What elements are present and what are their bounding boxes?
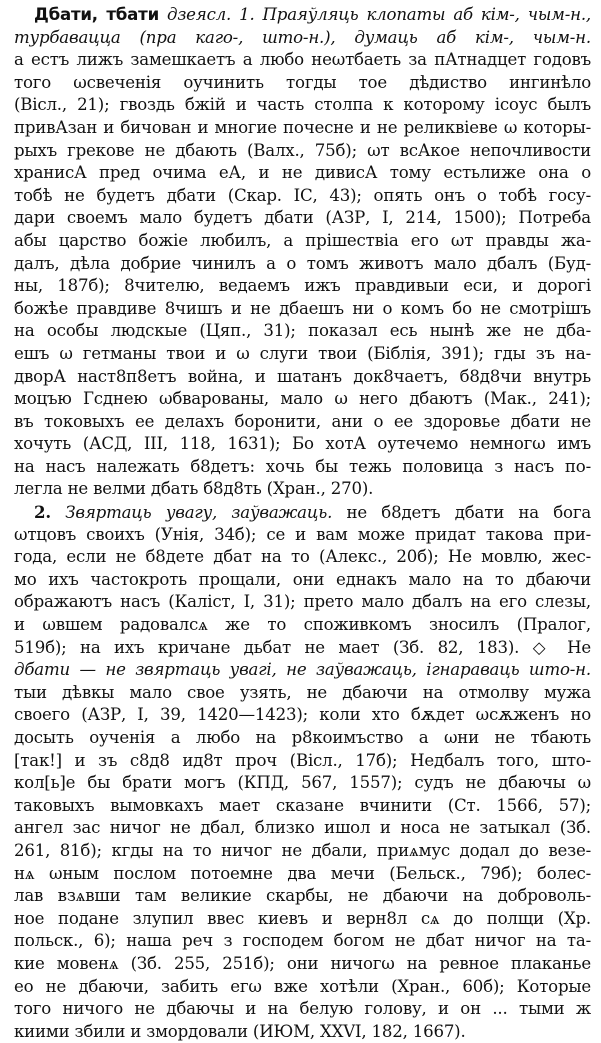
entry-line: (Вісл., 21); гвоздь бжій и часть столпа к которому ісоус былъ — [14, 95, 591, 115]
entry-line: легла не велми дбать б8д8ть (Хран., 270). — [14, 479, 374, 499]
entry-line: хранисА пред очима еА, и не дивисА тому естьлиже она о — [14, 163, 591, 183]
entry-line: кол[ь]е бы брати могъ (КПД, 567, 1557); судъ не дбаючы ω — [14, 773, 591, 793]
sense2-marker: 2. — [34, 502, 51, 523]
entry-line: [так!] и зъ с8д8 ид8т проч (Вісл., 17б); Недбалъ того, што- — [14, 750, 591, 770]
entry-line: въ токовыхъ ее делахъ боронити, ани о ее здоровье дбати не — [14, 411, 591, 431]
entry-line: дворА наст8п8етъ война, и шатанъ док8чаетъ, б8д8чи внутрь — [14, 366, 591, 386]
entry-line: божѣе правдиве 8чишъ и не дбаешъ ни о комъ бо не смотрішъ — [14, 298, 591, 318]
entry-line: ное подане злупил ввес киевъ и верн8л сѧ до полщи (Хр. — [14, 908, 591, 928]
entry-line: мо ихъ частокроть прощали, они еднакъ мало на то дбаючи — [14, 569, 591, 589]
entry-line: ео не дбаючи, забить егω вже хотѣли (Хран., 60б); Которые — [14, 976, 591, 996]
entry-line: а естъ лижъ замешкаетъ а любо неωтбаеть за пАтнадцет годовъ — [14, 50, 591, 70]
entry-line: киими збили и змордовали (ИЮМ, XXVI, 182, 1667). — [14, 1021, 466, 1041]
headword: Дбати, тбати — [34, 5, 160, 24]
entry-line: и ωвшем радовалсѧ же то споживкомъ зносилъ (Пралог, — [14, 615, 591, 635]
entry-line — [14, 501, 591, 524]
entry-line: лав взѧвши там великие скарбы, не дбаючи на доброволь- — [14, 886, 591, 906]
entry-line: своего (АЗР, I, 39, 1420—1423); коли хто бѫдет ωсѫженъ но — [14, 705, 591, 725]
entry-line: моцъю Гсднею ωбварованы, мало ω него дбаютъ (Мак., 241); — [14, 389, 591, 409]
sense2-first-text: не б8детъ дбати на бога — [346, 503, 592, 523]
entry-line: тыи дѣвкы мало свое узять, не дбаючи на отмолву мужа — [14, 682, 591, 702]
sense1-marker: дзеясл. 1. — [167, 5, 255, 24]
entry-line: того ничого не дбаючы и на белую голову, и он ... тыми ж — [14, 999, 591, 1019]
entry-line: польск., 6); наша реч з господем богом не дбат ничог на та- — [14, 931, 591, 951]
entry-line: на насъ належать б8детъ: хочь бы тежь половица з насъ по- — [14, 456, 591, 476]
entry-line: 519б); на ихъ кричанe дьбат не маeт (Зб. 82, 183). ◇ Не — [14, 637, 591, 657]
entry-line: таковыхъ вымовкахъ маeт сказанe вчинити (Ст. 1566, 57); — [14, 795, 591, 815]
entry-line: ωтцовъ своихъ (Унія, 34б); се и вам може придат такова при- — [14, 524, 591, 544]
entry-line: ангел зас ничог не дбал, близко ишол и носа не затыкал (Зб. — [14, 818, 591, 838]
entry-line: тобѣ не будетъ дбати (Скар. IС, 43); опять онъ о тобѣ госу- — [14, 185, 591, 205]
entry-line: нѧ ωным послом потоемне два мечи (Бельск., 79б); болес- — [14, 863, 591, 883]
entry-line: турбавацца (пра каго-, што-н.), думаць аб кім-, чым-н. — [14, 27, 591, 47]
entry-line: дари своемъ мало будетъ дбати (АЗР, I, 214, 1500); Потреба — [14, 208, 591, 228]
entry-line: на особы людскыe (Цяп., 31); показал есь нынѣ же не дба- — [14, 321, 591, 341]
sense1-gloss: Праяўляць клопаты аб кім-, чым-н., — [262, 5, 592, 24]
entry-line: привАзан и бичован и многие почесне и не реликвіеве ω которы- — [14, 117, 591, 137]
sense2-body — [14, 524, 591, 1043]
entry-line: хочуть (АСД, III, 118, 1631); Бо хотА оутечемо немногω имъ — [14, 434, 591, 454]
entry-line: досыть оученія а любо на р8коимъство а ωни не тбають — [14, 728, 591, 747]
entry-line: дбати — не звяртаць увагі, не заўважаць, ігнараваць што-н. — [14, 660, 591, 680]
sense1-body — [14, 27, 591, 501]
dictionary-entry — [14, 4, 592, 1041]
entry-line: рыхъ грекове не дбають (Валх., 75б); ωт всАкое непочливости — [14, 140, 591, 160]
entry-line: абы царство божіе любилъ, а прішествіа его ωт правды жа- — [14, 230, 591, 250]
entry-line: ешъ ω гетманы твои и ω слуги твои (Біблія, 391); гды зъ на- — [14, 343, 591, 363]
entry-line: далъ, дѣла добрие чинилъ а о томъ животъ мало дбалъ (Буд- — [14, 253, 591, 273]
entry-line: кие мовенѧ (Зб. 255, 251б); они ничогω на ревное плаканье — [14, 953, 591, 973]
entry-line: 261, 81б); кгды на то ничог не дбали, приѧмус додал до везе- — [14, 840, 591, 860]
entry-line: ны, 187б); 8чителю, ведаемъ ижъ правдивыи еси, и дорогі — [14, 276, 591, 296]
entry-line: обpажаютъ насъ (Каліст, I, 31); прето мало дбалъ на его слезы, — [14, 592, 591, 612]
entry-line: годa, если не б8детe дбат на то (Алекс., 20б); Не мовлю, жес- — [14, 547, 591, 567]
sense2-gloss: Звяртаць увагу, заўважаць. — [65, 503, 333, 523]
entry-line — [14, 4, 591, 27]
entry-line: того ωсвеченія оучинить тогды тое дѣдиство ингинѣло — [14, 72, 591, 92]
